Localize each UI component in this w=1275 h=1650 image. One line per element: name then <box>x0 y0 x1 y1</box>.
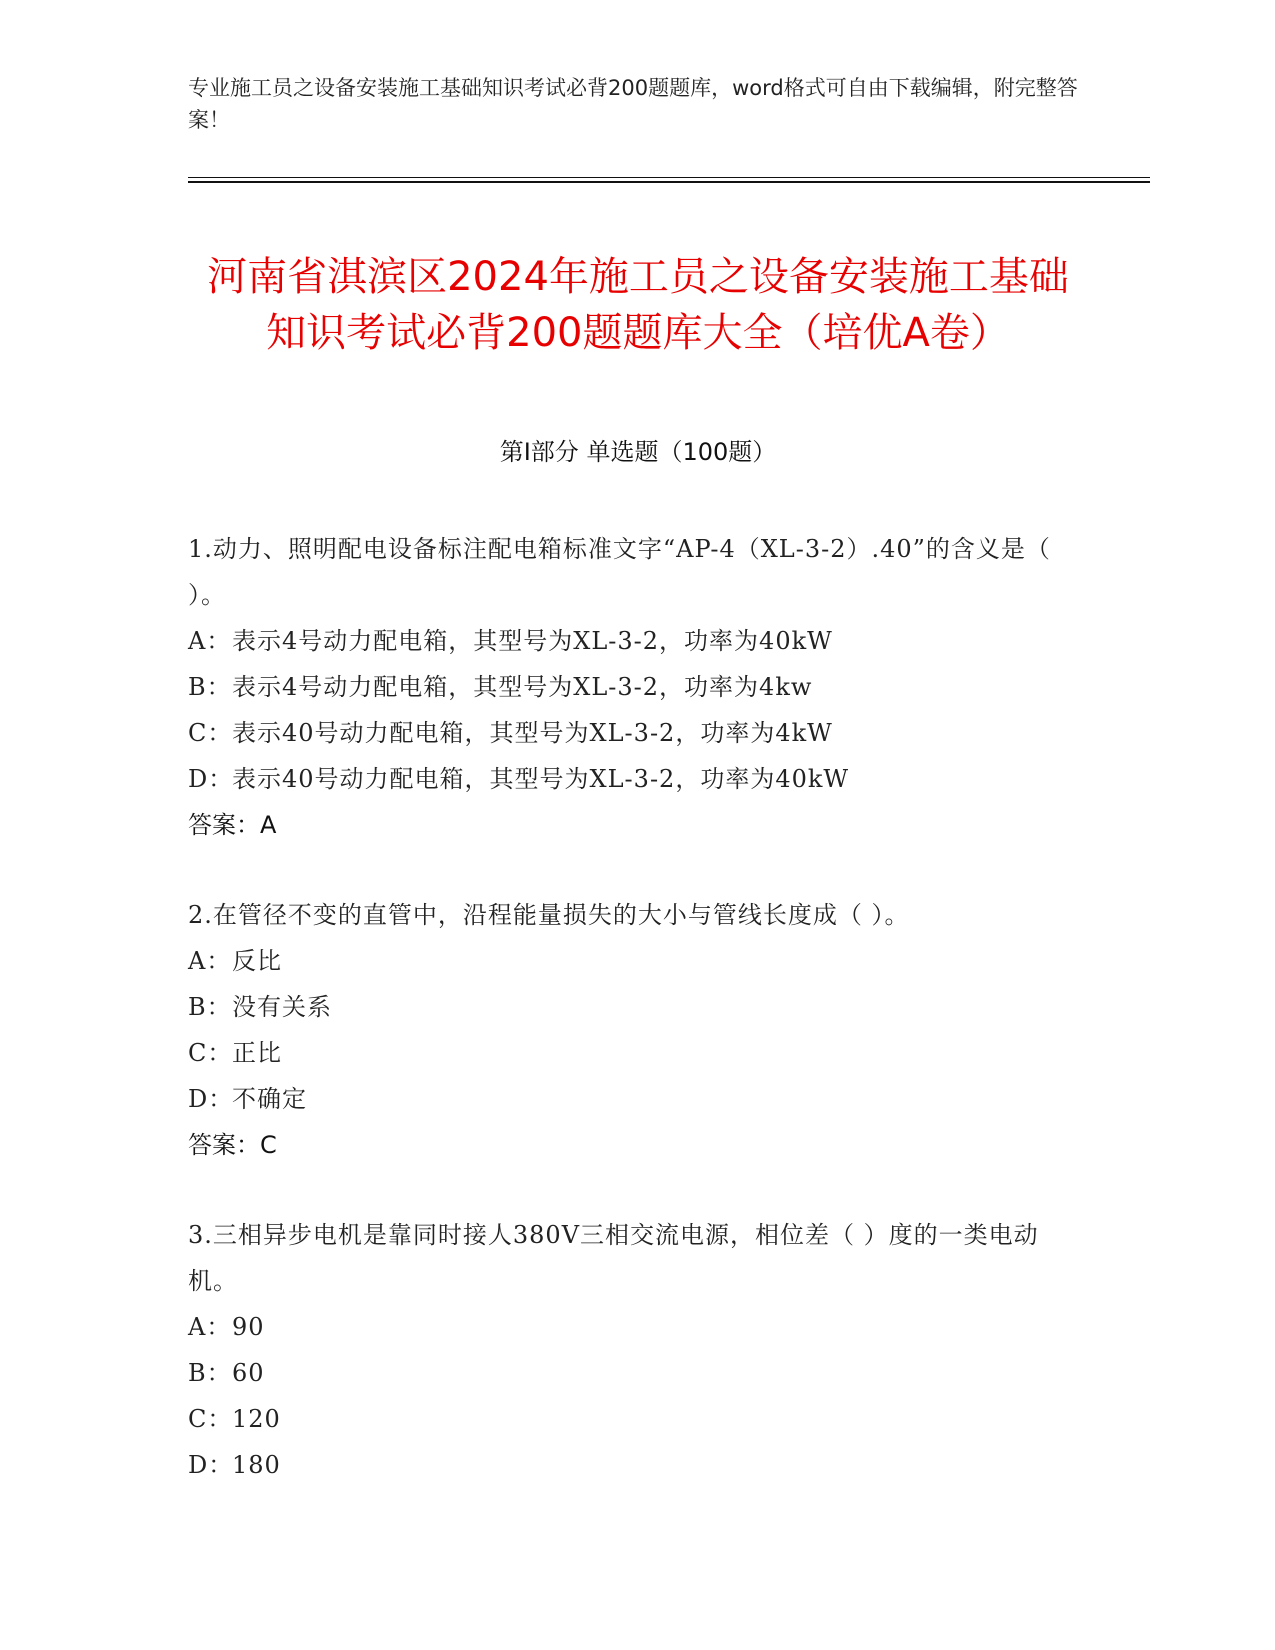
option-text: 表示4号动力配电箱，其型号为XL-3-2，功率为40kW <box>232 627 833 655</box>
option-key: A： <box>188 1313 232 1341</box>
question-option <box>188 664 1088 710</box>
option-text: 没有关系 <box>232 993 332 1021</box>
page-title: 河南省淇滨区2024年施工员之设备安装施工基础知识考试必背200题题库大全（培优A卷） <box>207 253 1069 356</box>
option-text: 表示40号动力配电箱，其型号为XL-3-2，功率为40kW <box>232 765 850 793</box>
option-text: 180 <box>232 1451 281 1479</box>
option-key: C： <box>188 719 233 747</box>
question-item <box>188 1212 1088 1488</box>
question-stem: 1.动力、照明配电设备标注配电箱标准文字“AP-4（XL-3-2）.40”的含义是（ ）。 <box>188 535 1051 609</box>
option-text: 表示40号动力配电箱，其型号为XL-3-2，功率为4kW <box>232 719 833 747</box>
option-text: 反比 <box>232 947 282 975</box>
option-key: D： <box>188 1451 234 1479</box>
option-key: D： <box>188 1085 234 1113</box>
answer-label: 答案： <box>188 811 260 839</box>
question-option <box>188 1442 1088 1488</box>
question-stem: 2.在管径不变的直管中，沿程能量损失的大小与管线长度成（ ）。 <box>188 901 910 929</box>
answer-value: A <box>260 811 277 839</box>
question-option <box>188 1396 1088 1442</box>
option-key: B： <box>188 1359 232 1387</box>
answer-label: 答案： <box>188 1131 260 1159</box>
question-stem: 3.三相异步电机是靠同时接人380V三相交流电源，相位差（ ）度的一类电动机。 <box>188 1221 1039 1295</box>
question-item <box>188 526 1088 848</box>
question-option <box>188 1350 1088 1396</box>
header-divider-thin <box>188 177 1150 178</box>
question-option <box>188 984 1088 1030</box>
question-list <box>188 526 1088 1532</box>
answer-value: C <box>260 1131 277 1159</box>
option-key: C： <box>188 1039 233 1067</box>
question-option <box>188 756 1088 802</box>
option-key: A： <box>188 627 232 655</box>
question-option <box>188 1304 1088 1350</box>
question-option <box>188 618 1088 664</box>
section-heading: 第I部分 单选题（100题） <box>499 438 777 466</box>
question-option <box>188 938 1088 984</box>
header-divider-thick <box>188 181 1150 183</box>
option-text: 表示4号动力配电箱，其型号为XL-3-2，功率为4kw <box>232 673 813 701</box>
question-option <box>188 1030 1088 1076</box>
option-key: B： <box>188 993 232 1021</box>
option-text: 60 <box>232 1359 265 1387</box>
option-text: 正比 <box>232 1039 282 1067</box>
option-key: D： <box>188 765 234 793</box>
option-key: B： <box>188 673 232 701</box>
option-text: 不确定 <box>232 1085 307 1113</box>
answer-line <box>188 802 1088 848</box>
question-item <box>188 892 1088 1168</box>
option-key: C： <box>188 1405 233 1433</box>
option-key: A： <box>188 947 232 975</box>
question-option <box>188 710 1088 756</box>
question-option <box>188 1076 1088 1122</box>
option-text: 120 <box>232 1405 281 1433</box>
header-note: 专业施工员之设备安装施工基础知识考试必背200题题库，word格式可自由下载编辑，附完整答案！ <box>188 76 1078 132</box>
option-text: 90 <box>232 1313 265 1341</box>
answer-line <box>188 1122 1088 1168</box>
